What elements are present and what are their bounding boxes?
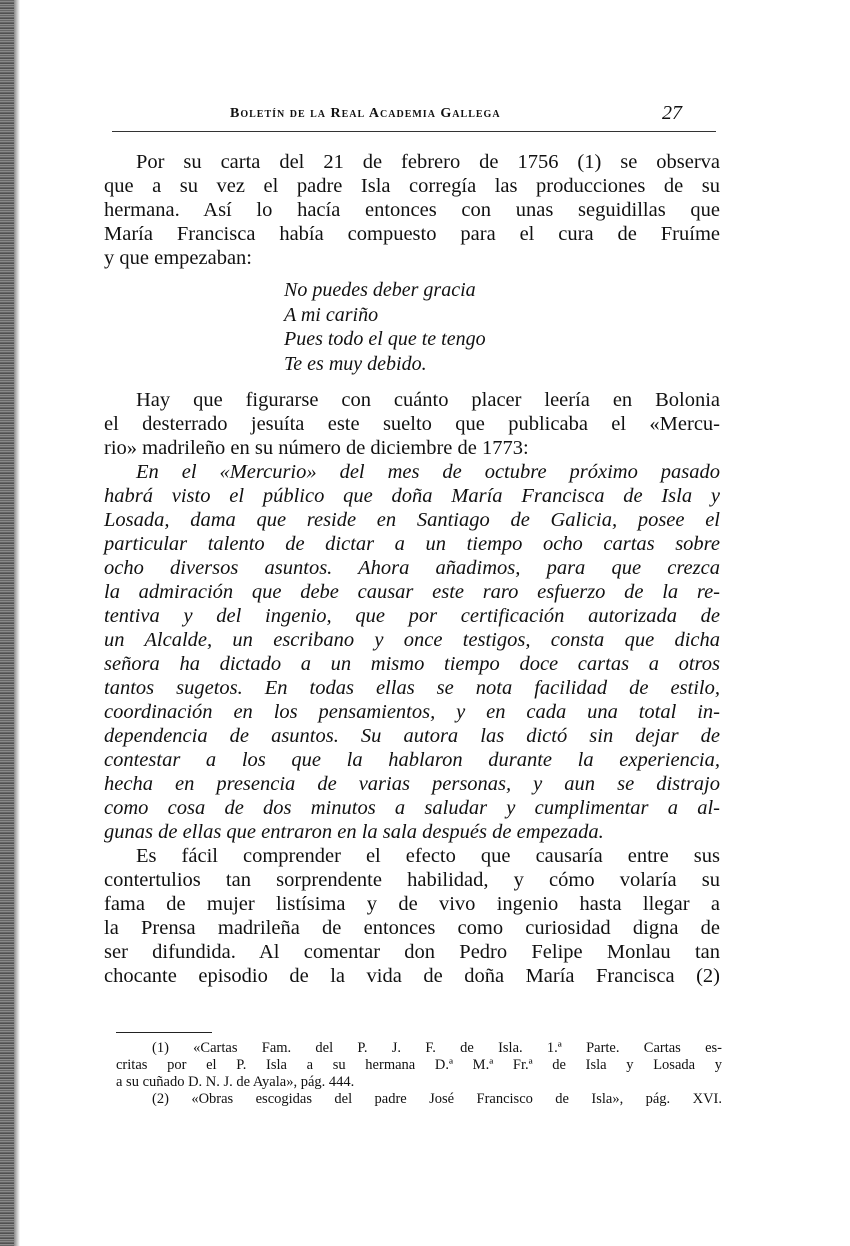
text-line: y que empezaban: [104, 247, 252, 269]
poem-line: A mi cariño [284, 303, 379, 326]
text-line: Por su carta del 21 de febrero de 1756 (1) se observa [136, 151, 720, 173]
book-binding-edge [0, 0, 14, 1246]
poem-line: Pues todo el que te tengo [284, 328, 486, 350]
footnote-line: a su cuñado D. N. J. de Ayala», pág. 444. [116, 1074, 355, 1090]
poem-line: Te es muy debido. [284, 352, 427, 375]
quote-line: habrá visto el público que doña María Francisca de Isla y [104, 485, 720, 507]
text-line: fama de mujer listísima y de vivo ingenio hasta llegar a [104, 893, 720, 915]
quote-line: tantos sugetos. En todas ellas se nota facilidad de estilo, [104, 677, 720, 699]
paragraph-3 [104, 844, 720, 988]
quote-line: gunas de ellas que entraron en la sala después de empezada. [104, 821, 604, 843]
footnotes [116, 1040, 722, 1108]
quote-line: contestar a los que la hablaron durante la experiencia, [104, 749, 720, 771]
quote-line: Losada, dama que reside en Santiago de Galicia, posee el [104, 509, 720, 531]
text-line: ser difundida. Al comentar don Pedro Felipe Monlau tan [104, 941, 720, 963]
header-rule [112, 131, 716, 132]
footnote-rule [116, 1032, 212, 1033]
page-number: 27 [662, 102, 682, 124]
quote-line: la admiración que debe causar este raro esfuerzo de la re- [104, 581, 720, 603]
text-line: que a su vez el padre Isla corregía las producciones de su [104, 175, 720, 197]
text-line: la Prensa madrileña de entonces como curiosidad digna de [104, 917, 720, 939]
newspaper-quote [104, 460, 720, 844]
text-line: el desterrado jesuíta este suelto que publicaba el «Mercu- [104, 413, 720, 435]
quote-line: En el «Mercurio» del mes de octubre próximo pasado [136, 461, 720, 483]
text-line: chocante episodio de la vida de doña María Francisca (2) [104, 965, 720, 987]
text-line: Hay que figurarse con cuánto placer leería en Bolonia [136, 389, 720, 411]
text-line: contertulios tan sorprendente habilidad, y cómo volaría su [104, 869, 720, 891]
quote-line: coordinación en los pensamientos, y en cada una total in- [104, 701, 720, 723]
paragraph-1 [104, 150, 720, 270]
quote-line: tentiva y del ingenio, que por certificación autorizada de [104, 605, 720, 627]
paragraph-2 [104, 388, 720, 460]
running-head: Boletín de la Real Academia Gallega [230, 106, 501, 121]
text-line: Es fácil comprender el efecto que causaría entre sus [136, 845, 720, 867]
footnote-line: critas por el P. Isla a su hermana D.ª M.ª Fr.ª de Isla y Losada y [116, 1057, 722, 1073]
body-text [104, 150, 720, 988]
quote-line: dependencia de asuntos. Su autora las dictó sin dejar de [104, 725, 720, 747]
quote-line: señora ha dictado a un mismo tiempo doce cartas a otros [104, 653, 720, 675]
text-line: María Francisca había compuesto para el cura de Fruíme [104, 223, 720, 245]
quote-line: particular talento de dictar a un tiempo ocho cartas sobre [104, 533, 720, 555]
quote-line: un Alcalde, un escribano y once testigos, consta que dicha [104, 629, 720, 651]
quote-line: como cosa de dos minutos a saludar y cumplimentar a al- [104, 797, 720, 819]
page-header [230, 104, 680, 128]
text-line: rio» madrileño en su número de diciembre de 1773: [104, 437, 529, 459]
footnote-line: (2) «Obras escogidas del padre José Francisco de Isla», pág. XVI. [152, 1091, 722, 1107]
binding-shadow [14, 0, 20, 1246]
quote-line: hecha en presencia de varias personas, y aun se distrajo [104, 773, 720, 795]
poem-stanza [104, 278, 720, 376]
quote-line: ocho diversos asuntos. Ahora añadimos, para que crezca [104, 557, 720, 579]
text-line: hermana. Así lo hacía entonces con unas seguidillas que [104, 199, 720, 221]
poem-line: No puedes deber gracia [284, 279, 476, 301]
footnote-line: (1) «Cartas Fam. del P. J. F. de Isla. 1.ª Parte. Cartas es- [152, 1040, 722, 1056]
